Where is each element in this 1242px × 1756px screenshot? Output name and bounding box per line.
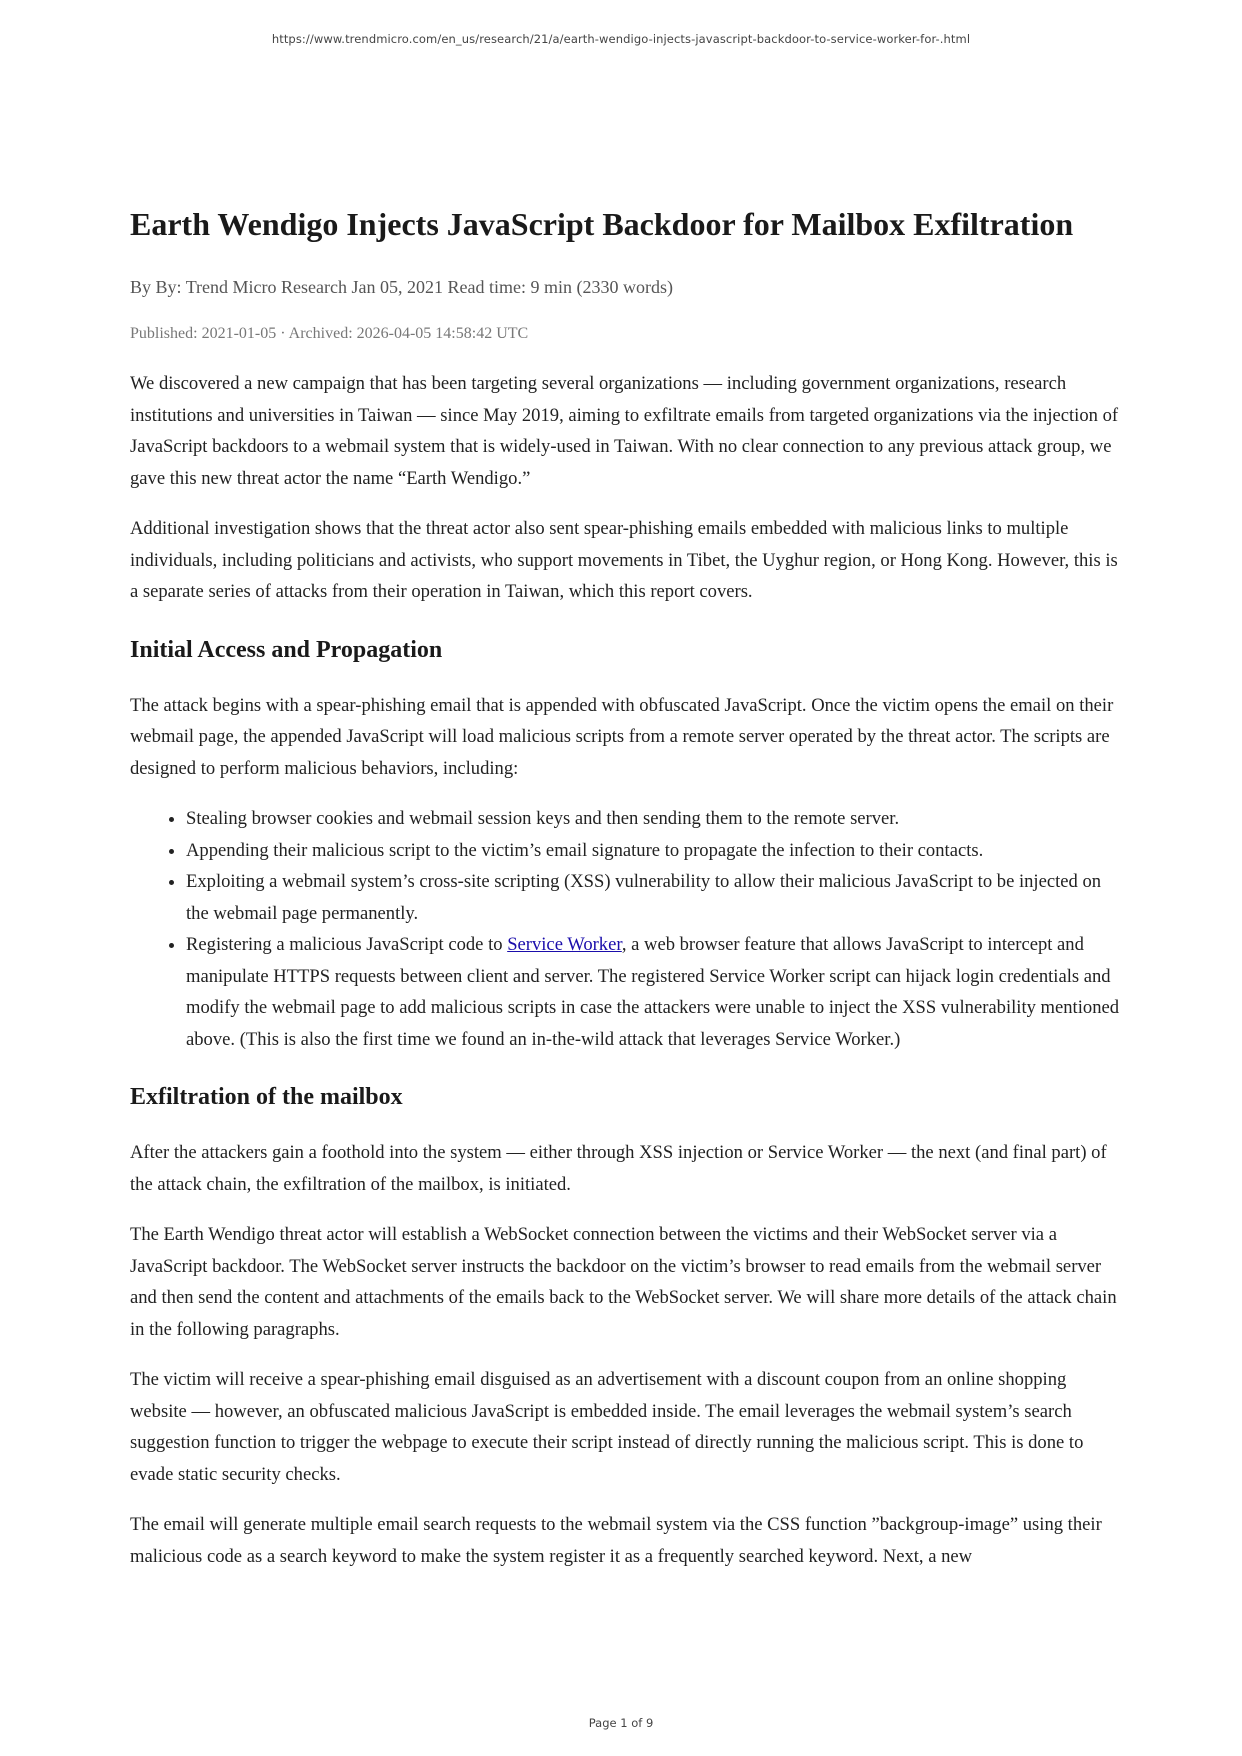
bullet-text-before-link: Registering a malicious JavaScript code to [186, 934, 508, 955]
article-body [130, 204, 1120, 1591]
article-title: Earth Wendigo Injects JavaScript Backdoor for Mailbox Exfiltration [130, 206, 1074, 242]
list-item [186, 929, 1120, 1055]
intro-paragraph-1: We discovered a new campaign that has been targeting several organizations — including government organizations, research institutions and universities in Taiwan — since May 2019, aiming to exfiltrate emails from targeted organizations via the injection of JavaScript backdoors to a webmail system that is widely-used in Taiwan. With no clear connection to any previous attack group, we gave this new threat actor the name “Earth Wendigo.” [130, 373, 1119, 489]
section2-paragraph-4: The email will generate multiple email search requests to the webmail system via the CSS function ”backgroup-image” using their malicious code as a search keyword to make the system register it as a frequently searched keyword. Next, a new [130, 1514, 1102, 1567]
page-url-header: https://www.trendmicro.com/en_us/research/21/a/earth-wendigo-injects-javascript-backdoor-to-service-worker-for-.html [271, 32, 971, 46]
section1-paragraph: The attack begins with a spear-phishing email that is appended with obfuscated JavaScript. Once the victim opens the email on their webmail page, the appended JavaScript will load malicious scripts from a remote server operated by the threat actor. The scripts are designed to perform malicious behaviors, including: [130, 694, 1114, 779]
bullet-text-after-link: , a web browser feature that allows JavaScript to intercept and manipulate HTTPS requests between client and server. The registered Service Worker script can hijack login credentials and modify the webmail page to add malicious scripts in case the attackers were unable to inject the XSS vulnerability mentioned above. (This is also the first time we found an in-the-wild attack that leverages Service Worker.) [186, 934, 1120, 1050]
section2-paragraph-3: The victim will receive a spear-phishing email disguised as an advertisement with a discount coupon from an online shopping website — however, an obfuscated malicious JavaScript is embedded inside. The email leverages the webmail system’s search suggestion function to trigger the webpage to execute their script instead of directly running the malicious script. This is done to evade static security checks. [130, 1369, 1084, 1485]
section-heading-initial-access: Initial Access and Propagation [130, 636, 443, 663]
behaviors-list [130, 803, 1120, 1055]
section2-paragraph-2: The Earth Wendigo threat actor will establish a WebSocket connection between the victims and their WebSocket server via a JavaScript backdoor. The WebSocket server instructs the backdoor on the victim’s browser to read emails from the webmail server and then send the content and attachments of the emails back to the WebSocket server. We will share more details of the attack chain in the following paragraphs. [130, 1224, 1117, 1340]
list-item: • Appending their malicious script to the victim’s email signature to propagate the infection to their contacts. [186, 835, 1120, 867]
list-item: • Stealing browser cookies and webmail session keys and then sending them to the remote server. [186, 803, 1120, 835]
intro-paragraph-2: Additional investigation shows that the threat actor also sent spear-phishing emails embedded with malicious links to multiple individuals, including politicians and activists, who support movements in Tibet, the Uyghur region, or Hong Kong. However, this is a separate series of attacks from their operation in Taiwan, which this report covers. [130, 518, 1118, 602]
article-published-date: Published: 2021-01-05 · Archived: 2026-04-05 14:58:42 UTC [130, 325, 529, 342]
section-heading-exfiltration: Exfiltration of the mailbox [130, 1084, 403, 1110]
service-worker-link[interactable]: Service Worker [507, 934, 622, 955]
section2-paragraph-1: After the attackers gain a foothold into the system — either through XSS injection or Service Worker — the next (and final part) of the attack chain, the exfiltration of the mailbox, is initiated. [130, 1142, 1107, 1195]
list-item: • Exploiting a webmail system’s cross-site scripting (XSS) vulnerability to allow their malicious JavaScript to be injected on the webmail page permanently. [186, 866, 1120, 929]
page-number-footer: Page 1 of 9 [588, 1716, 654, 1730]
article-byline: By By: Trend Micro Research Jan 05, 2021 Read time: 9 min (2330 words) [130, 277, 673, 297]
